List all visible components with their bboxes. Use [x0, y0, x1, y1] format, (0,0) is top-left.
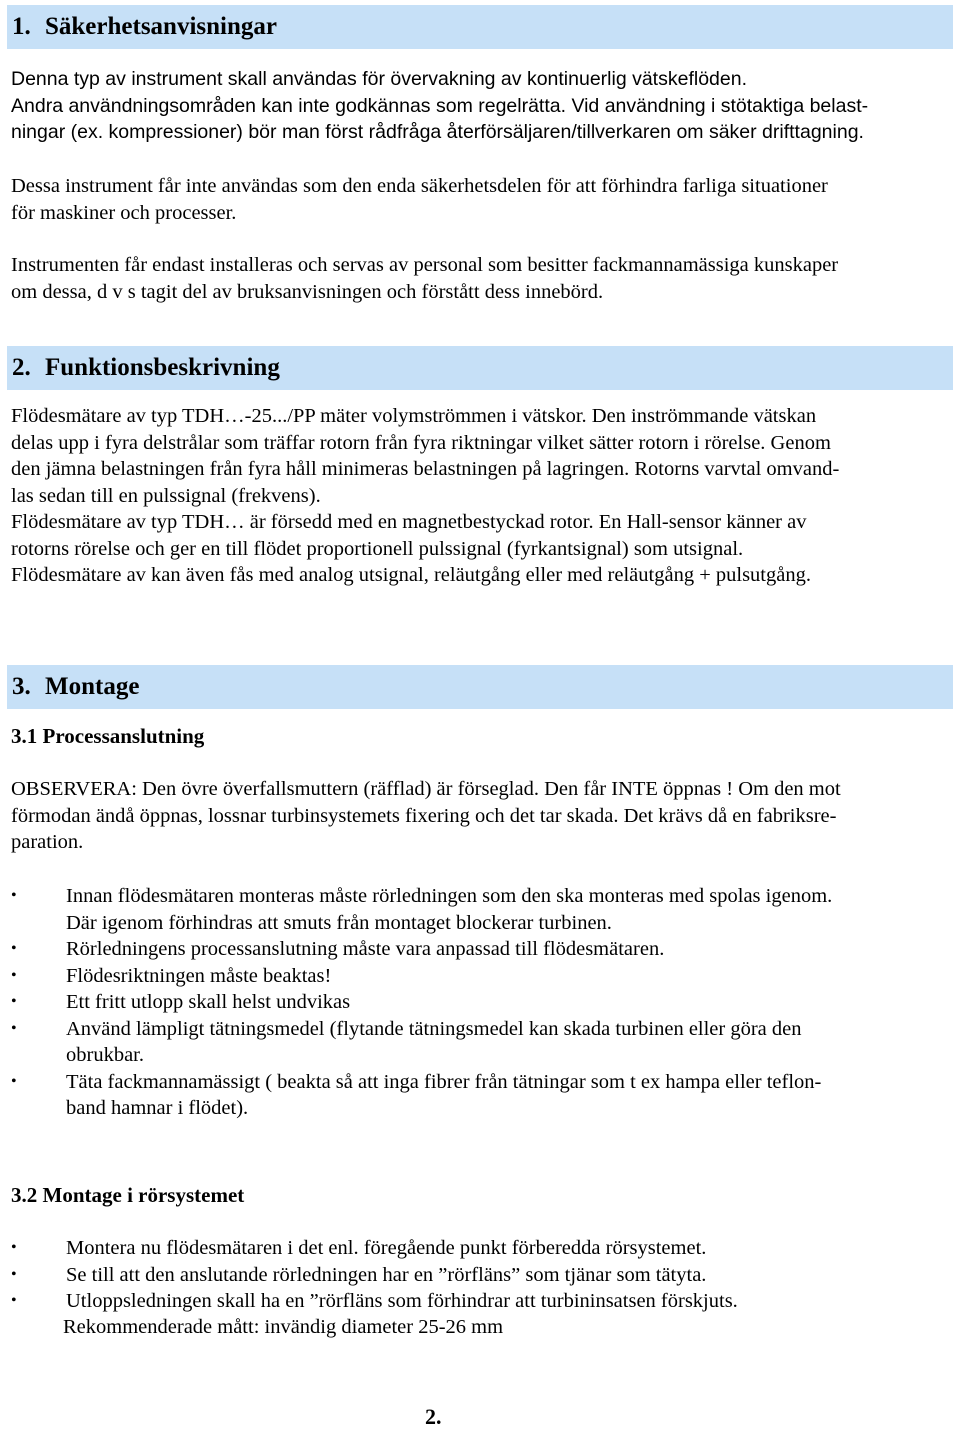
text-line: Andra användningsområden kan inte godkännas som regelrätta. Vid användning i stötaktiga belast-	[11, 94, 869, 117]
list-item	[11, 1288, 946, 1315]
subsection-3-1-title: 3.1 Processanslutning	[11, 724, 205, 748]
text-line: Flödesmätare av typ TDH… är försedd med en magnetbestyckad rotor. En Hall-sensor känner av	[11, 511, 807, 533]
section-1-paragraph-2	[11, 173, 946, 226]
section-3-title: Montage	[45, 673, 140, 700]
text-line: Flödesriktningen måste beaktas!	[66, 964, 332, 987]
bullet-icon: •	[11, 1265, 17, 1283]
text-line: las sedan till en pulssignal (frekvens).	[11, 484, 321, 507]
subsection-3-1-bullet-list	[11, 883, 946, 1122]
text-line: delas upp i fyra delstrålar som träffar rotorn från fyra riktningar vilket sätter rotorn i rörelse. Genom	[11, 431, 831, 454]
page-number: 2.	[425, 1404, 442, 1429]
bullet-icon: •	[11, 1239, 17, 1256]
bullet-icon: •	[11, 940, 17, 957]
bullet-icon: •	[11, 1072, 17, 1090]
text-line: om dessa, d v s tagit del av bruksanvisningen och förstått dess innebörd.	[11, 280, 604, 303]
bullet-icon: •	[11, 887, 17, 904]
section-1-paragraph-1	[11, 66, 946, 146]
text-line: Utloppsledningen skall ha en ”rörfläns som förhindrar att turbininsatsen förskjuts.	[66, 1290, 738, 1312]
subsection-3-1-paragraph	[11, 776, 946, 856]
subsection-3-2-title: 3.2 Montage i rörsystemet	[11, 1183, 245, 1207]
bullet-icon: •	[11, 1019, 17, 1037]
text-line: Innan flödesmätaren monteras måste rörledningen som den ska monteras med spolas igenom.	[66, 885, 833, 907]
text-line: band hamnar i flödet).	[66, 1097, 249, 1119]
text-line: obrukbar.	[66, 1044, 144, 1066]
section-1-heading	[7, 5, 953, 49]
text-line: Rörledningens processanslutning måste vara anpassad till flödesmätaren.	[66, 938, 665, 960]
recommended-dimensions: Rekommenderade mått: invändig diameter 25-26 mm	[63, 1316, 504, 1338]
text-line: ningar (ex. kompressioner) bör man först rådfråga återförsäljaren/tillverkaren om säker drifttagning.	[11, 121, 864, 143]
bullet-icon: •	[11, 966, 17, 984]
text-line: Täta fackmannamässigt ( beakta så att inga fibrer från tätningar som t ex hampa eller teflon-	[66, 1070, 822, 1093]
text-line: den jämna belastningen från fyra håll minimeras belastningen på lagringen. Rotorns varvtal omvand-	[11, 458, 840, 480]
text-line: Denna typ av instrument skall användas för övervakning av kontinuerlig vätskeflöden.	[11, 68, 747, 90]
text-line: förmodan ändå öppnas, lossnar turbinsystemets fixering och det tar skada. Det krävs då en fabriksre-	[11, 804, 837, 827]
list-item	[11, 1016, 946, 1069]
text-line: Använd lämpligt tätningsmedel (flytande tätningsmedel kan skada turbinen eller göra den	[66, 1017, 802, 1040]
section-3-heading	[7, 665, 953, 709]
text-line: rotorns rörelse och ger en till flödet proportionell pulssignal (fyrkantsignal) som utsignal.	[11, 537, 744, 560]
text-line: Dessa instrument får inte användas som den enda säkerhetsdelen för att förhindra farliga situationer	[11, 175, 828, 197]
section-1-title: Säkerhetsanvisningar	[45, 13, 277, 40]
bullet-icon: •	[11, 1292, 17, 1309]
list-item	[11, 883, 946, 936]
text-line: Montera nu flödesmätaren i det enl. föregående punkt förberedda rörsystemet.	[66, 1237, 707, 1259]
list-item	[11, 1262, 946, 1289]
text-line: Se till att den anslutande rörledningen har en ”rörfläns” som tjänar som tätyta.	[66, 1263, 707, 1286]
text-line: Där igenom förhindras att smuts från montaget blockerar turbinen.	[66, 911, 612, 934]
section-1-number: 1.	[12, 13, 31, 40]
section-1-paragraph-3	[11, 252, 946, 305]
section-2-number: 2.	[12, 354, 31, 381]
text-line: Flödesmätare av typ TDH…-25.../PP mäter volymströmmen i vätskor. Den inströmmande vätskan	[11, 405, 817, 427]
list-item	[11, 963, 946, 990]
text-line: Instrumenten får endast installeras och servas av personal som besitter fackmannamässiga kunskaper	[11, 254, 839, 276]
text-line: OBSERVERA: Den övre överfallsmuttern (räfflad) är förseglad. Den får INTE öppnas ! Om den mot	[11, 778, 841, 800]
list-item	[11, 989, 946, 1016]
section-2-heading	[7, 346, 953, 390]
text-line: Flödesmätare av kan även fås med analog utsignal, reläutgång eller med reläutgång + pulsutgång.	[11, 564, 811, 586]
section-3-number: 3.	[12, 673, 31, 700]
section-2-paragraph	[11, 403, 946, 589]
list-item	[11, 1069, 946, 1122]
text-line: för maskiner och processer.	[11, 201, 237, 224]
bullet-icon: •	[11, 993, 17, 1010]
text-line: Ett fritt utlopp skall helst undvikas	[66, 991, 351, 1013]
text-line: paration.	[11, 831, 84, 853]
section-2-title: Funktionsbeskrivning	[45, 354, 280, 381]
list-item	[11, 1235, 946, 1262]
list-item	[11, 936, 946, 963]
subsection-3-2-bullet-list	[11, 1235, 946, 1315]
